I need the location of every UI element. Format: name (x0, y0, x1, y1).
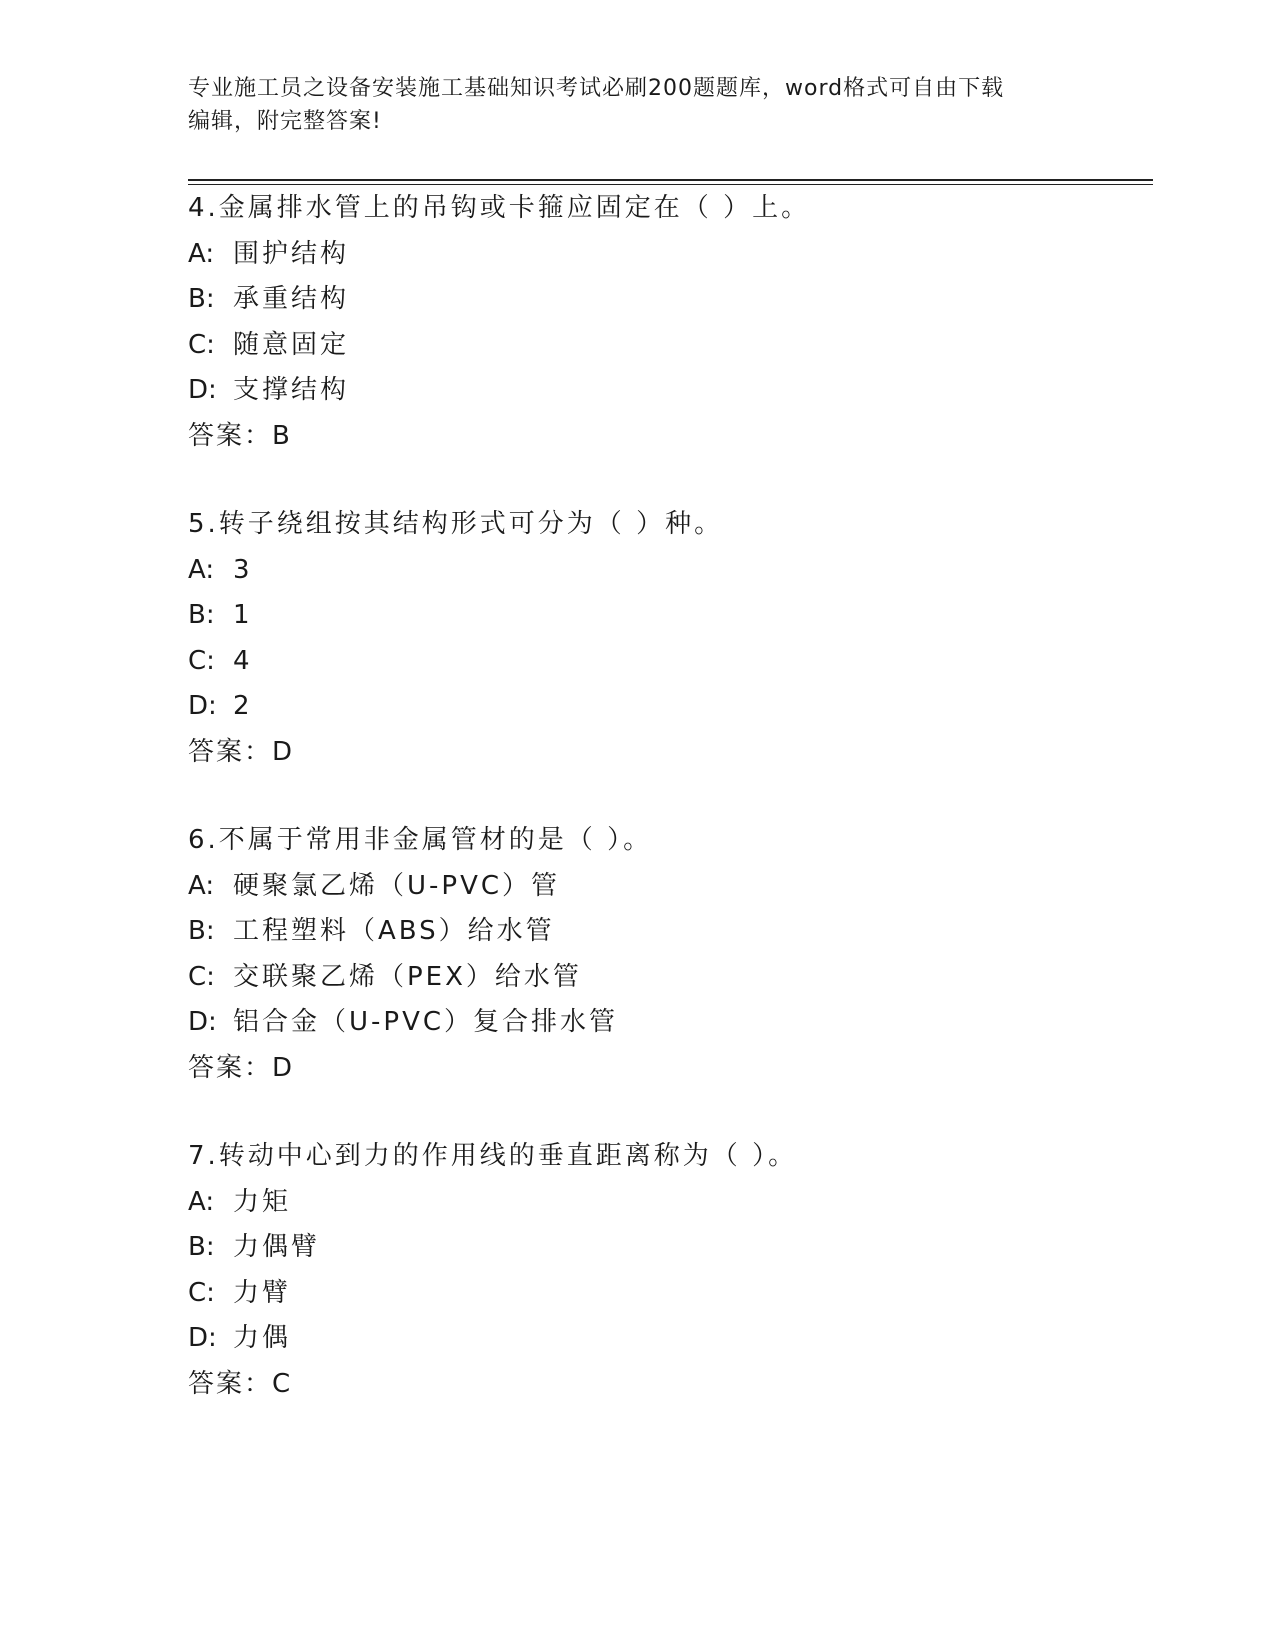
option-letter: D: (188, 691, 217, 722)
option-letter: B: (188, 284, 215, 315)
question-stem: 5.转子绕组按其结构形式可分为（ ）种。 (188, 509, 724, 539)
header-divider-thick (188, 179, 1153, 181)
option-c (188, 639, 1148, 685)
answer: 答案：D (188, 736, 295, 767)
question-stem: 4.金属排水管上的吊钩或卡箍应固定在（ ）上。 (188, 193, 811, 223)
option-text: 围护结构 (233, 238, 350, 269)
option-text: 1 (233, 600, 253, 631)
answer: 答案：B (188, 420, 292, 451)
option-b (188, 593, 1148, 639)
option-text: 4 (233, 645, 253, 676)
option-letter: C: (188, 645, 215, 676)
option-letter: A: (188, 870, 215, 901)
question-5 (188, 502, 1148, 776)
option-letter: D: (188, 1323, 217, 1354)
header-line-2: 编辑，附完整答案! (188, 109, 382, 134)
option-letter: B: (188, 916, 215, 947)
answer: 答案：D (188, 1052, 295, 1083)
option-a (188, 864, 1148, 910)
option-text: 铝合金（U-PVC）复合排水管 (233, 1007, 619, 1038)
option-text: 交联聚乙烯（PEX）给水管 (233, 961, 582, 992)
option-letter: D: (188, 1007, 217, 1038)
option-letter: C: (188, 329, 215, 360)
option-letter: B: (188, 1232, 215, 1263)
option-text: 力偶臂 (233, 1232, 321, 1263)
option-b (188, 909, 1148, 955)
option-letter: A: (188, 1186, 215, 1217)
option-letter: A: (188, 238, 215, 269)
option-text: 支撑结构 (233, 375, 350, 406)
option-a (188, 232, 1148, 278)
option-d (188, 1000, 1148, 1046)
question-stem: 6.不属于常用非金属管材的是（ ）。 (188, 825, 653, 855)
option-letter: D: (188, 375, 217, 406)
option-letter: A: (188, 554, 215, 585)
option-b (188, 1225, 1148, 1271)
option-text: 工程塑料（ABS）给水管 (233, 916, 555, 947)
answer: 答案：C (188, 1368, 293, 1399)
option-letter: B: (188, 600, 215, 631)
option-text: 2 (233, 691, 253, 722)
option-letter: C: (188, 1277, 215, 1308)
option-text: 承重结构 (233, 284, 350, 315)
question-7 (188, 1134, 1148, 1408)
option-c (188, 955, 1148, 1001)
option-c (188, 323, 1148, 369)
option-letter: C: (188, 961, 215, 992)
option-d (188, 368, 1148, 414)
header-line-1: 专业施工员之设备安装施工基础知识考试必刷200题题库，word格式可自由下载 (188, 76, 1005, 101)
question-6 (188, 818, 1148, 1092)
question-4 (188, 186, 1148, 460)
option-text: 力矩 (233, 1186, 292, 1217)
option-text: 硬聚氯乙烯（U-PVC）管 (233, 870, 561, 901)
option-text: 力偶 (233, 1323, 292, 1354)
question-stem: 7.转动中心到力的作用线的垂直距离称为（ ）。 (188, 1141, 798, 1171)
header-divider-thin (188, 184, 1153, 185)
option-text: 力臂 (233, 1277, 292, 1308)
option-c (188, 1271, 1148, 1317)
option-text: 3 (233, 554, 253, 585)
option-b (188, 277, 1148, 323)
document-header (188, 72, 1088, 138)
option-a (188, 1180, 1148, 1226)
option-d (188, 684, 1148, 730)
option-a (188, 548, 1148, 594)
option-d (188, 1316, 1148, 1362)
option-text: 随意固定 (233, 329, 350, 360)
